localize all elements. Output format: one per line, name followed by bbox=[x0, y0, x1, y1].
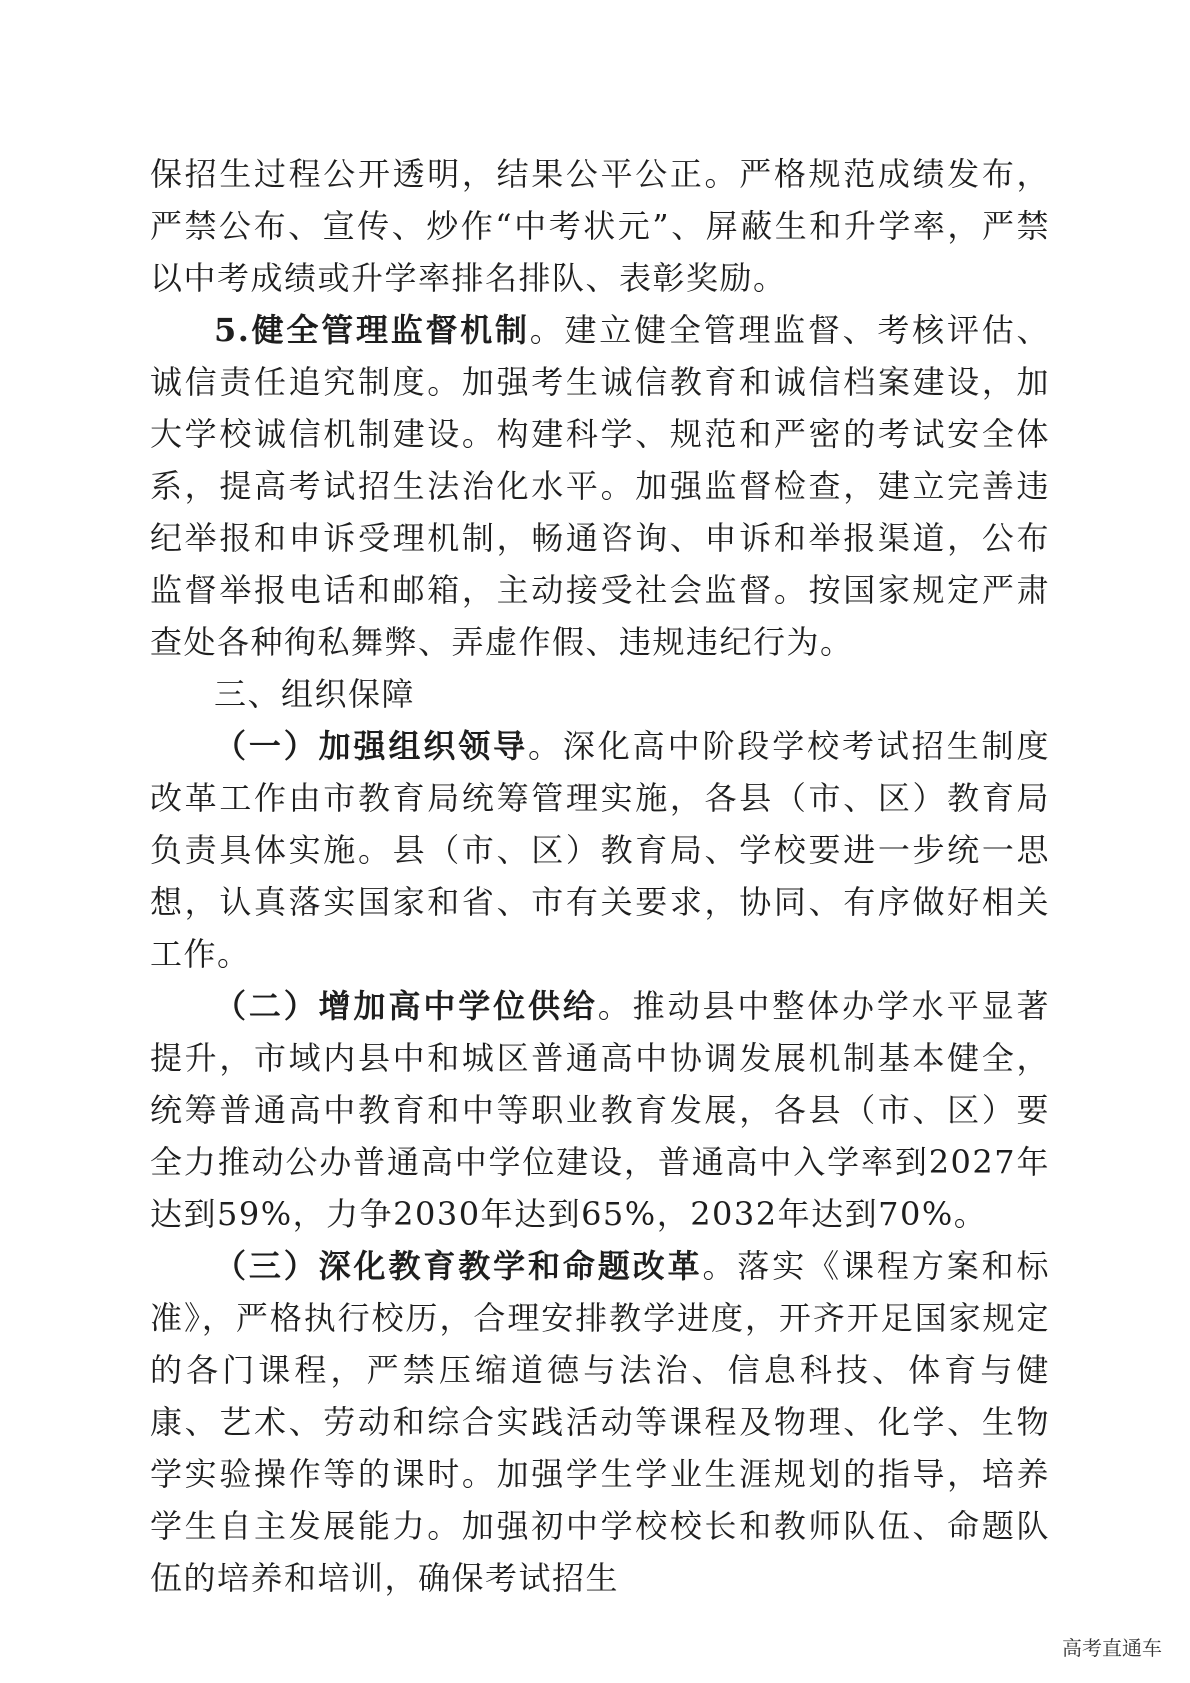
paragraph-organization bbox=[150, 720, 1050, 980]
paragraph-text: 。推动县中整体办学水平显著提升，市域内县中和城区普通高中协调发展机制基本健全，统筹普通高中教育和中等职业教育发展，各县（市、区）要全力推动公办普通高中学位建设，普通高中入学率到2027年达到59%，力争2030年达到65%，2032年达到70%。 bbox=[150, 987, 1050, 1233]
paragraph-supervision bbox=[150, 304, 1050, 668]
document-page bbox=[150, 148, 1050, 1604]
section-heading-3 bbox=[150, 668, 1050, 720]
subsection-heading-2: （二）增加高中学位供给 bbox=[214, 987, 598, 1025]
watermark-brand: 高考直通车 bbox=[1056, 1630, 1168, 1663]
paragraph-text: 。深化高中阶段学校考试招生制度改革工作由市教育局统筹管理实施，各县（市、区）教育局负责具体实施。县（市、区）教育局、学校要进一步统一思想，认真落实国家和省、市有关要求，协同、有序做好相关工作。 bbox=[150, 727, 1050, 973]
subsection-heading-1: （一）加强组织领导 bbox=[214, 727, 529, 765]
subsection-heading-3: （三）深化教育教学和命题改革 bbox=[214, 1247, 703, 1285]
item-heading-5: 5.健全管理监督机制 bbox=[214, 311, 530, 349]
paragraph-text: 保招生过程公开透明，结果公平公正。严格规范成绩发布，严禁公布、宣传、炒作“中考状元”、屏蔽生和升学率，严禁以中考成绩或升学率排名排队、表彰奖励。 bbox=[150, 155, 1050, 297]
section-title: 三、组织保障 bbox=[214, 675, 416, 713]
paragraph-text: 。落实《课程方案和标准》，严格执行校历，合理安排教学进度，开齐开足国家规定的各门课程，严禁压缩道德与法治、信息科技、体育与健康、艺术、劳动和综合实践活动等课程及物理、化学、生物学实验操作等的课时。加强学生学业生涯规划的指导，培养学生自主发展能力。加强初中学校校长和教师队伍、命题队伍的培养和培训，确保考试招生 bbox=[150, 1247, 1050, 1597]
paragraph-text: 。建立健全管理监督、考核评估、诚信责任追究制度。加强考生诚信教育和诚信档案建设，加大学校诚信机制建设。构建科学、规范和严密的考试安全体系，提高考试招生法治化水平。加强监督检查，建立完善违纪举报和申诉受理机制，畅通咨询、申诉和举报渠道，公布监督举报电话和邮箱，主动接受社会监督。按国家规定严肃查处各种徇私舞弊、弄虚作假、违规违纪行为。 bbox=[150, 311, 1050, 661]
paragraph-supply bbox=[150, 980, 1050, 1240]
paragraph-teaching-reform bbox=[150, 1240, 1050, 1604]
paragraph-continuation bbox=[150, 148, 1050, 304]
